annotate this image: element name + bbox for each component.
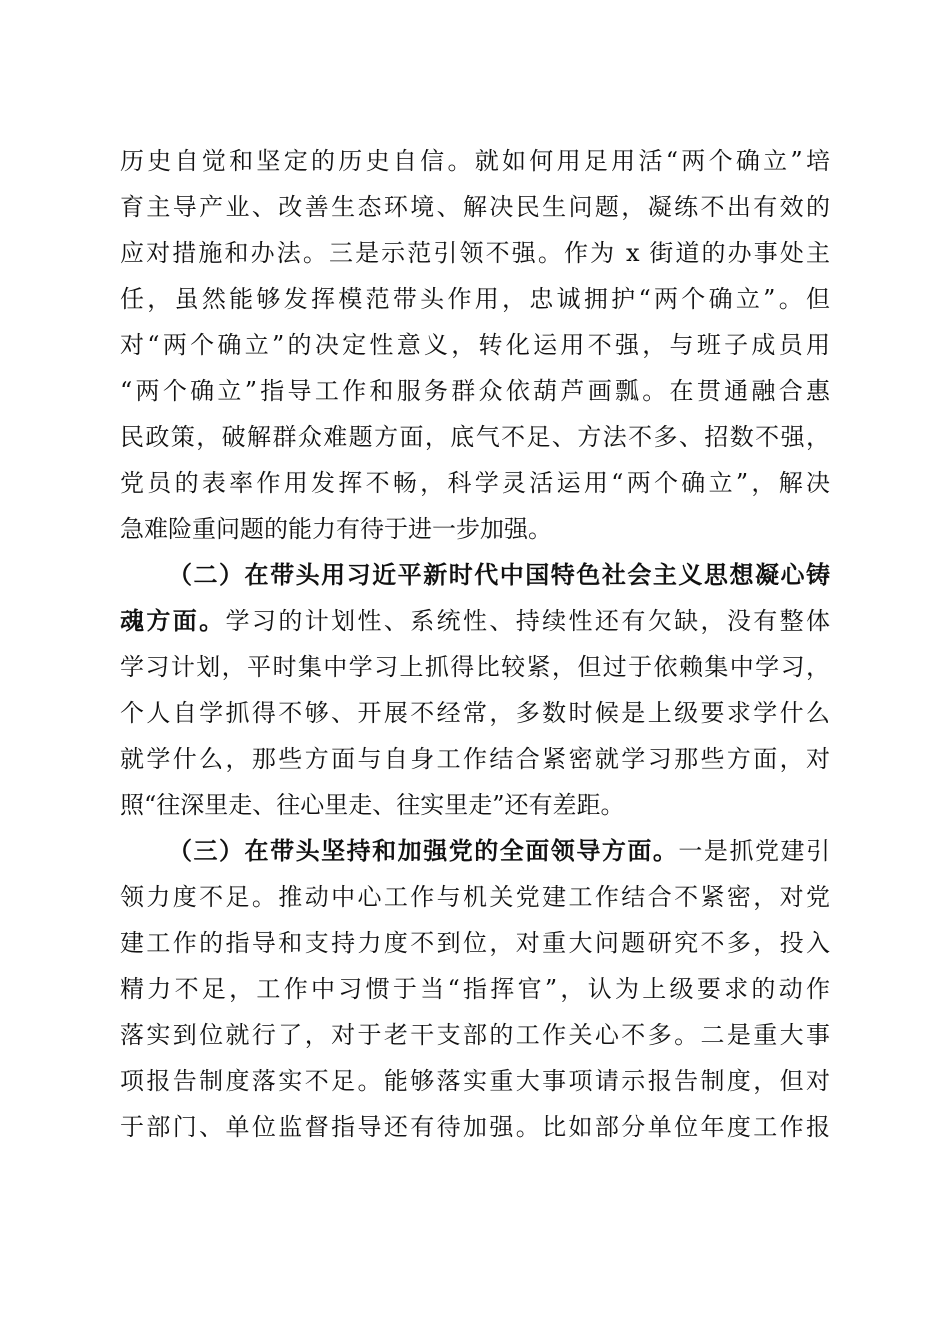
paragraph-line: 急难险重问题的能力有待于进一步加强。 (120, 515, 552, 543)
paragraph-line: 党员的表率作用发挥不畅，科学灵活运用“两个确立”，解决 (120, 469, 830, 497)
paragraph-line: 建工作的指导和支持力度不到位，对重大问题研究不多，投入 (120, 929, 830, 957)
paragraph-line (168, 828, 830, 874)
paragraph-line (120, 598, 830, 644)
paragraph-line: 历史自觉和坚定的历史自信。就如何用足用活“两个确立”培 (120, 147, 830, 175)
paragraph-line: 精力不足，工作中习惯于当“指挥官”，认为上级要求的动作 (120, 975, 830, 1003)
paragraph-line: “两个确立”指导工作和服务群众依葫芦画瓢。在贯通融合惠 (120, 377, 830, 405)
section-heading-continued: 魂方面。 (120, 606, 226, 635)
paragraph-line: 对“两个确立”的决定性意义，转化运用不强，与班子成员用 (120, 331, 830, 359)
paragraph-line: 学习计划，平时集中学习上抓得比较紧，但过于依赖集中学习， (120, 653, 830, 681)
paragraph-line: 应对措施和办法。三是示范引领不强。作为 x 街道的办事处主 (120, 239, 830, 267)
section-heading: （三）在带头坚持和加强党的全面领导方面。 (168, 836, 679, 865)
paragraph-line: 民政策，破解群众难题方面，底气不足、方法不多、招数不强， (120, 423, 830, 451)
section-heading: （二）在带头用习近平新时代中国特色社会主义思想凝心铸 (168, 560, 830, 589)
paragraph-line: 个人自学抓得不够、开展不经常，多数时候是上级要求学什么 (120, 699, 830, 727)
paragraph-line: 领力度不足。推动中心工作与机关党建工作结合不紧密，对党 (120, 883, 830, 911)
paragraph-line: 育主导产业、改善生态环境、解决民生问题，凝练不出有效的 (120, 193, 830, 221)
paragraph-line: 项报告制度落实不足。能够落实重大事项请示报告制度，但对 (120, 1067, 830, 1095)
paragraph-line: 照“往深里走、往心里走、往实里走”还有差距。 (120, 791, 625, 819)
paragraph-line: 任，虽然能够发挥模范带头作用，忠诚拥护“两个确立”。但 (120, 285, 830, 313)
paragraph-text: 学习的计划性、系统性、持续性还有欠缺，没有整体 (225, 607, 831, 635)
paragraph-text: 一是抓党建引 (678, 837, 831, 865)
paragraph-line: 就学什么，那些方面与自身工作结合紧密就学习那些方面，对 (120, 745, 830, 773)
paragraph-line: 落实到位就行了，对于老干支部的工作关心不多。二是重大事 (120, 1021, 830, 1049)
paragraph-line: 于部门、单位监督指导还有待加强。比如部分单位年度工作报 (120, 1113, 830, 1141)
